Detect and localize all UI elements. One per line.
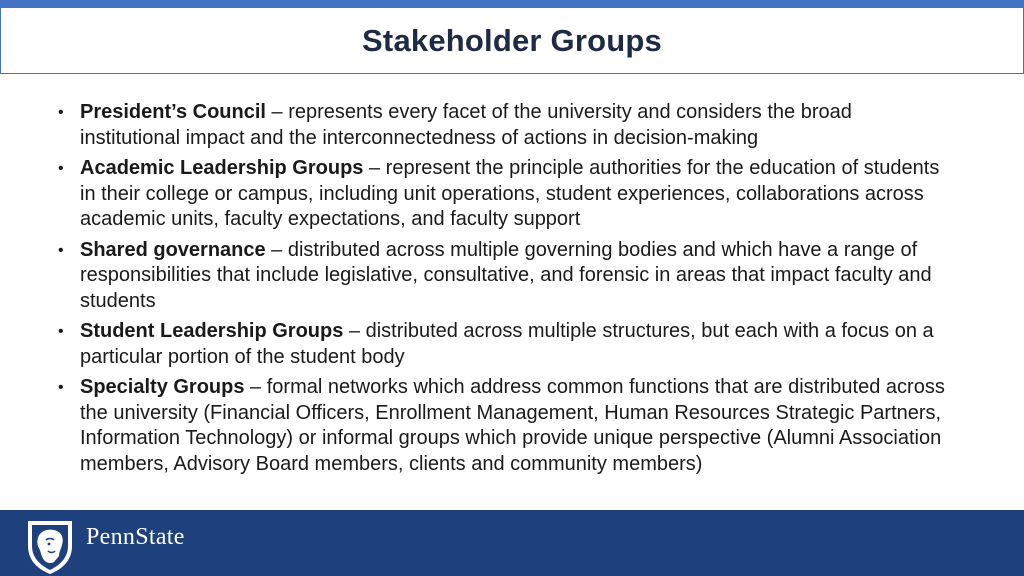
- list-item-text: – formal networks which address common functions that are distributed across the university (Financial Officers, Enrollment Management, Human Resources Strategic Partners, Information Technology) or informal groups which provide unique perspective (Alumni Association members, Advisory Board members, clients and community members): [80, 376, 945, 475]
- list-item-term: President’s Council: [80, 101, 266, 123]
- bullet-icon: •: [58, 241, 64, 259]
- list-item-term: Student Leadership Groups: [80, 320, 344, 342]
- nittany-lion-shield-icon: [24, 518, 76, 576]
- list-item-text: – represents every facet of the university and considers the broad institutional impact and the interconnectedness of actions in decision-making: [80, 101, 852, 149]
- stakeholder-list: [55, 100, 955, 477]
- list-item: [55, 238, 955, 315]
- title-banner: [0, 8, 1024, 74]
- list-item-term: Shared governance: [80, 238, 266, 261]
- bullet-icon: •: [58, 104, 64, 121]
- list-item: [55, 100, 955, 151]
- list-item-term: Academic Leadership Groups: [80, 157, 364, 179]
- bullet-icon: •: [58, 323, 64, 340]
- top-accent-bar: [0, 0, 1024, 8]
- footer-bar: [0, 510, 1024, 576]
- list-item-term: Specialty Groups: [80, 376, 245, 398]
- bullet-icon: •: [58, 160, 64, 177]
- slide-title: Stakeholder Groups: [362, 22, 662, 58]
- list-item-text: – distributed across multiple structures, but each with a focus on a particular portion of the student body: [80, 320, 934, 368]
- list-item-text: – represent the principle authorities for the education of students in their college or campus, including unit operations, student experiences, collaborations across academic units, faculty expectations, and faculty support: [80, 157, 940, 230]
- pennstate-wordmark: PennState: [86, 524, 185, 550]
- list-item-text: – distributed across multiple governing bodies and which have a range of responsibilities that include legislative, consultative, and forensic in areas that impact faculty and students: [80, 238, 932, 312]
- list-item: [55, 375, 955, 477]
- list-item: [55, 319, 955, 370]
- list-item: [55, 156, 955, 233]
- bullet-list-container: [55, 100, 955, 482]
- bullet-icon: •: [58, 379, 64, 396]
